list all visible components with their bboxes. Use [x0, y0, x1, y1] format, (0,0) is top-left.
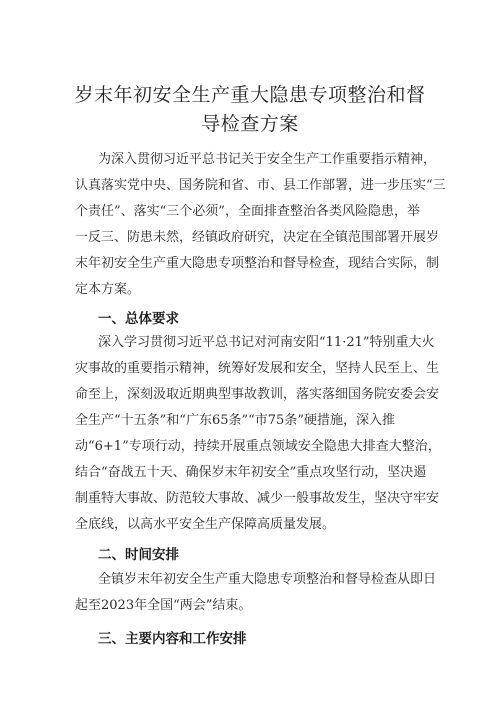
text-line: 深入学习贯彻习近平总书记对河南安阳“11·21”特别重大火 [98, 335, 435, 350]
text-line: 为深入贯彻习近平总书记关于安全生产工作重要指示精神， [98, 152, 437, 167]
text-line: 全生产“十五条”和“广东65条”“市75条”硬措施，深入推 [75, 413, 395, 428]
text-line: 个责任”、落实“三个必须”，全面排查整治各类风险隐患，举 [75, 204, 420, 219]
text-line: 命至上，深刻汲取近期典型事故教训，落实落细国务院安委会安 [75, 387, 440, 402]
document-title-line-1: 岁末年初安全生产重大隐患专项整治和督 [74, 84, 426, 106]
text-line: 全镇岁末年初安全生产重大隐患专项整治和督导检查从即日 [98, 572, 437, 587]
text-line: 制重特大事故、防范较大事故、减少一般事故发生，坚决守牢安 [75, 491, 440, 506]
text-line: 一反三、防患未然，经镇政府研究，决定在全镇范围部署开展岁 [75, 230, 440, 245]
document-title-line-2: 导检查方案 [201, 113, 299, 135]
text-line: 认真落实党中央、国务院和省、市、县工作部署，进一步压实“三 [75, 178, 446, 193]
text-line: 结合“奋战五十天、确保岁末年初安全”重点攻坚行动，坚决遏 [75, 465, 427, 480]
text-line: 动“6+1”专项行动，持续开展重点领域安全隐患大排查大整治， [75, 439, 441, 454]
section-heading-2: 二、时间安排 [98, 547, 179, 563]
text-line: 末年初安全生产重大隐患专项整治和督导检查，现结合实际，制 [75, 256, 440, 271]
text-line: 定本方案。 [75, 282, 141, 297]
section-heading-3: 三、主要内容和工作安排 [98, 631, 247, 647]
section-heading-1: 一、总体要求 [98, 311, 179, 327]
text-line: 全底线，以高水平安全生产保障高质量发展。 [75, 517, 336, 532]
text-line: 起至2023年全国“两会”结束。 [75, 598, 252, 613]
text-line: 灾事故的重要指示精神，统筹好发展和安全，坚持人民至上、生 [75, 361, 440, 376]
